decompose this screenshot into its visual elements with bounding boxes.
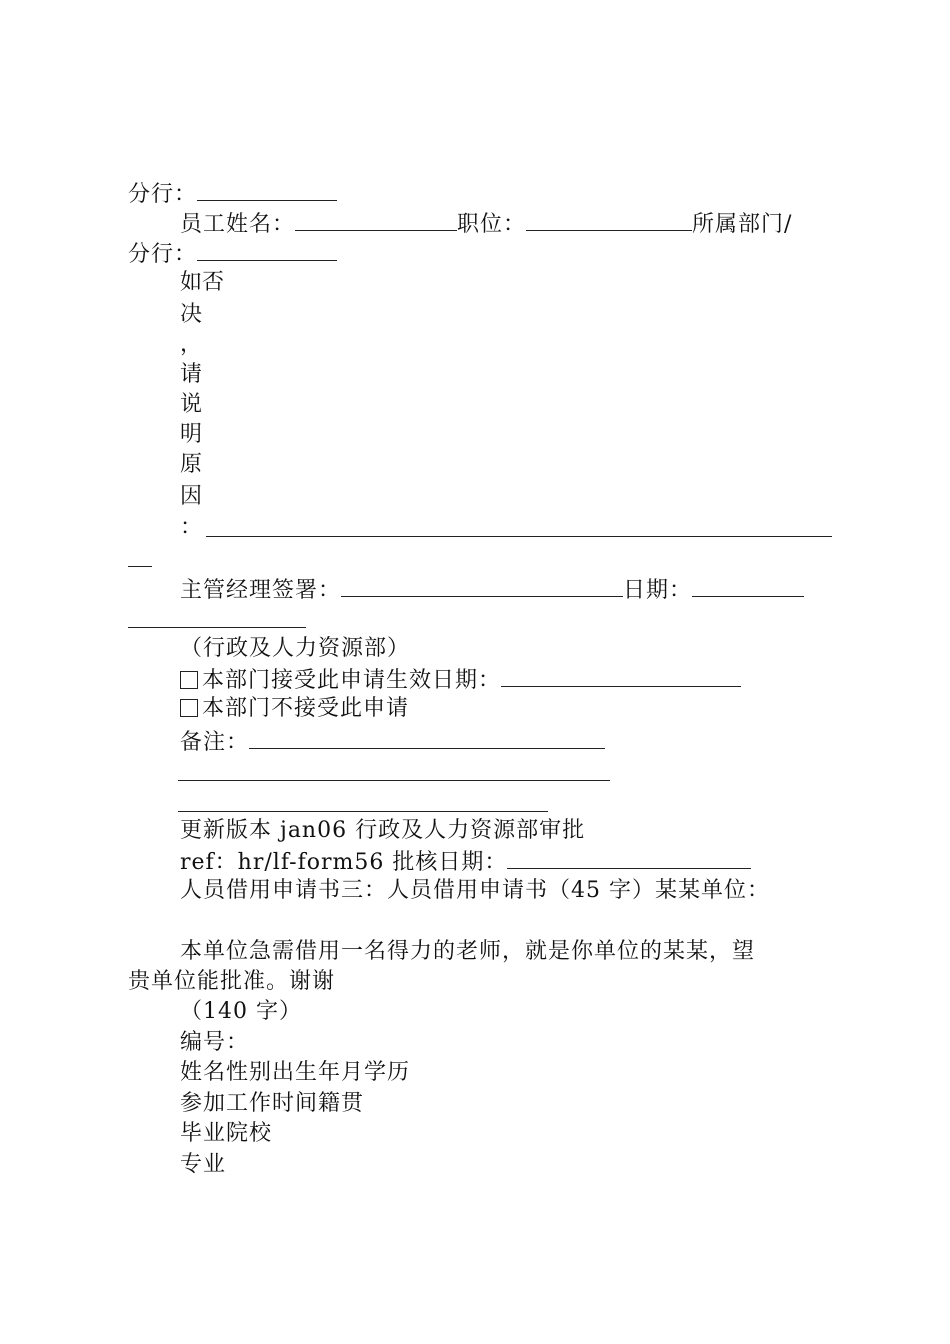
- branch-blank-2: [197, 238, 337, 261]
- body-text-line1: 本单位急需借用一名得力的老师，就是你单位的某某，望: [180, 939, 756, 964]
- fields-row3: 毕业院校: [180, 1121, 273, 1146]
- branch-field-row-2: [128, 238, 337, 270]
- reject-option-row: [180, 694, 409, 724]
- remarks-row: [180, 726, 605, 758]
- vertical-char: 决: [180, 302, 203, 327]
- accept-option-label: 本部门接受此申请生效日期：: [202, 668, 502, 693]
- reason-blank: [206, 536, 832, 537]
- branch-field-row: [128, 178, 337, 210]
- fields-row2: 参加工作时间籍贯: [180, 1091, 365, 1116]
- vertical-char: ：: [180, 515, 203, 540]
- number-label: 编号：: [180, 1030, 250, 1055]
- hr-heading: （行政及人力资源部）: [180, 636, 411, 661]
- ref-text: ref：hr/lf-form56 批核日期：: [180, 850, 508, 875]
- remarks-blank-2: [178, 780, 610, 781]
- branch-label: 分行：: [128, 182, 198, 207]
- employee-name-label: 员工姓名：: [180, 212, 296, 237]
- department-label: 所属部门/: [692, 212, 793, 237]
- reason-blank-tail: [128, 566, 152, 567]
- date-blank-tail: [128, 627, 306, 628]
- branch-label-2: 分行：: [128, 242, 198, 267]
- vertical-char: ，: [180, 332, 203, 357]
- accept-checkbox[interactable]: [180, 671, 198, 689]
- fields-row4: 专业: [180, 1152, 227, 1177]
- vertical-char: 请: [180, 362, 203, 387]
- signature-label: 主管经理签署：: [180, 578, 342, 603]
- employee-name-blank: [295, 208, 457, 231]
- remarks-blank: [249, 726, 605, 749]
- vertical-char: 原: [180, 452, 203, 477]
- version-line: 更新版本 jan06 行政及人力资源部审批: [180, 818, 586, 843]
- date-label: 日期：: [623, 578, 693, 603]
- ref-row: [180, 846, 751, 878]
- vertical-char: 如否: [180, 270, 225, 295]
- effective-date-blank: [501, 664, 741, 687]
- body-text-line2: 贵单位能批准。谢谢: [128, 969, 336, 994]
- vertical-char: 说: [180, 392, 203, 417]
- reject-option-label: 本部门不接受此申请: [202, 696, 410, 721]
- vertical-char: 明: [180, 422, 203, 447]
- approval-date-blank: [507, 846, 751, 869]
- fields-row1: 姓名性别出生年月学历: [180, 1060, 411, 1085]
- remarks-blank-3: [178, 811, 548, 812]
- signature-blank: [341, 574, 623, 597]
- accept-option-row: [180, 664, 741, 696]
- position-blank: [526, 208, 692, 231]
- remarks-label: 备注：: [180, 730, 250, 755]
- reject-checkbox[interactable]: [180, 699, 198, 717]
- word-count: （140 字）: [180, 999, 302, 1024]
- section3-title: 人员借用申请书三：人员借用申请书（45 字）某某单位：: [180, 878, 770, 903]
- vertical-char: 因: [180, 484, 203, 509]
- date-blank: [692, 574, 804, 597]
- position-label: 职位：: [457, 212, 527, 237]
- employee-info-row: [180, 208, 792, 240]
- branch-blank: [197, 178, 337, 201]
- signature-row: [180, 574, 804, 606]
